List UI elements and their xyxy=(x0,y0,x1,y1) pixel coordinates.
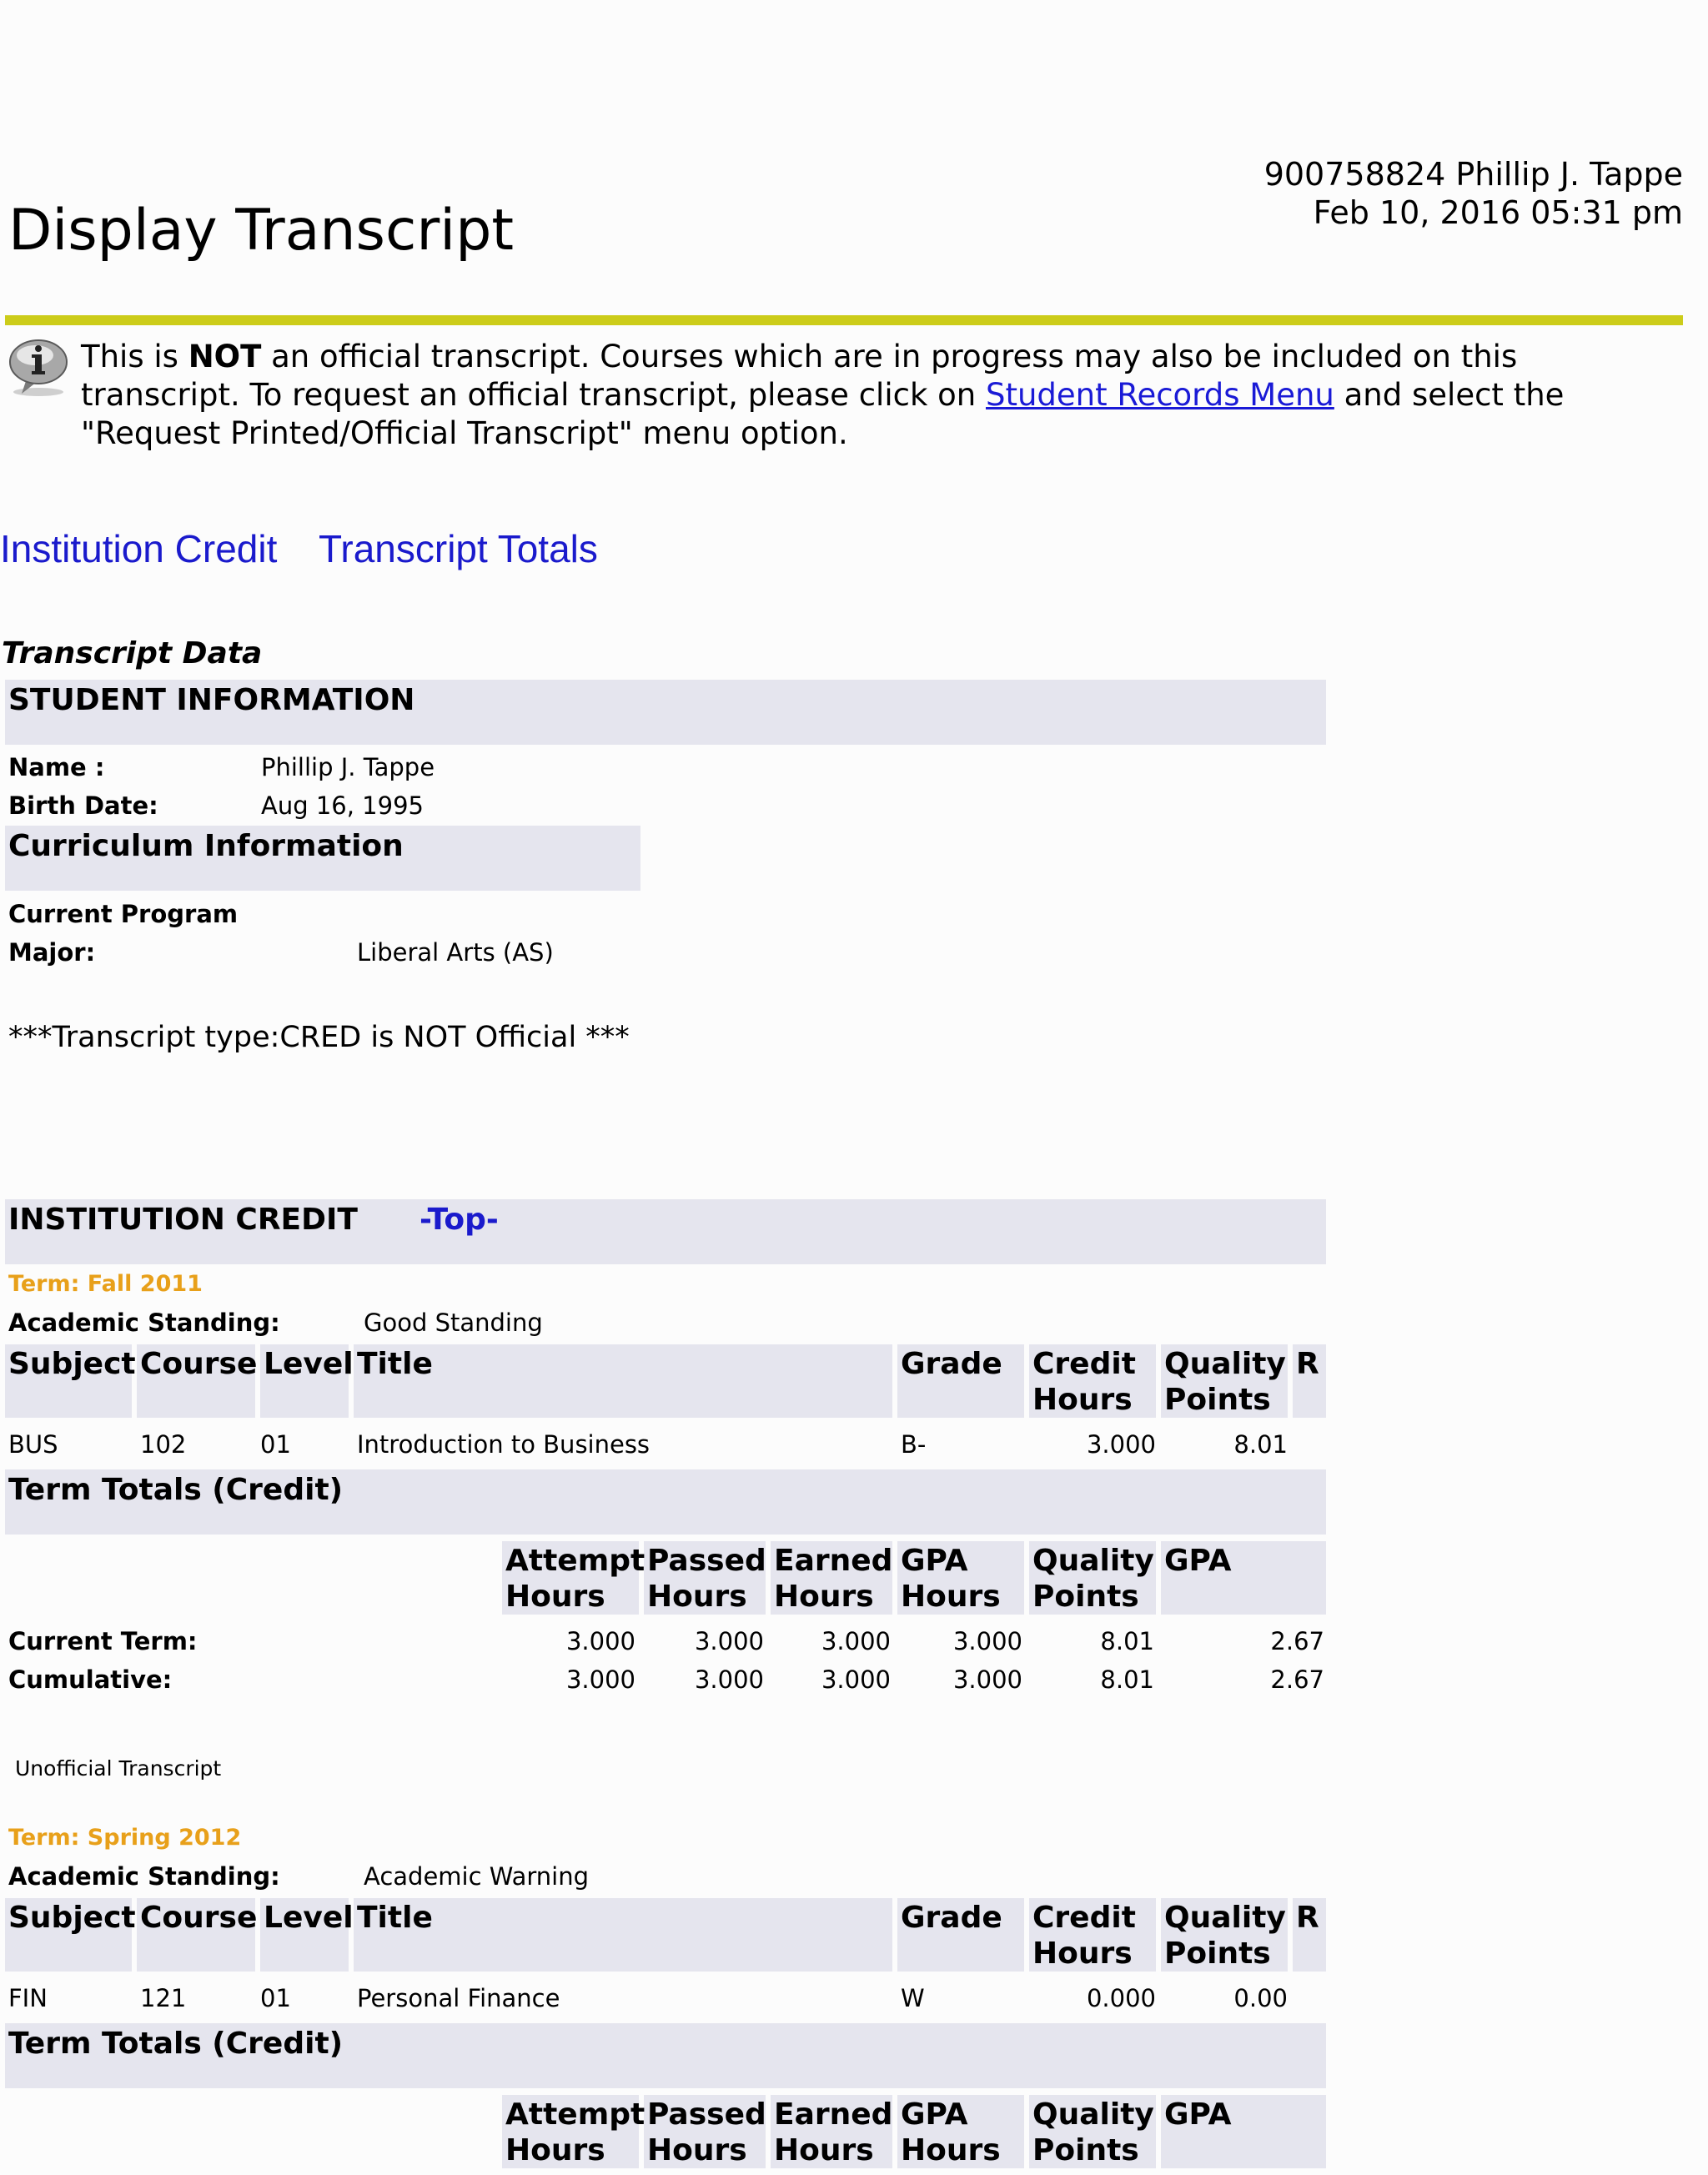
cumulative-quality-points: 8.01 xyxy=(1100,1665,1154,1694)
term-label: Term: Spring 2012 xyxy=(8,1825,242,1851)
unofficial-notice: This is NOT an official transcript. Courses which are in progress may also be included on this transcript. To request an official transcript, please click on Student Records Menu and select the "Request Printed/Official Transcript" menu option. xyxy=(81,339,1565,451)
col-r: R xyxy=(1296,1347,1319,1381)
course-header-cell xyxy=(354,1898,892,1972)
col-grade: Grade xyxy=(901,1901,1002,1935)
col-passed-hours: Passed Hours xyxy=(647,2097,766,2167)
header-divider xyxy=(5,315,1683,325)
cumulative-attempt-hours: 3.000 xyxy=(565,1665,635,1694)
birth-date-value: Aug 16, 1995 xyxy=(261,791,424,820)
unofficial-transcript-note: Unofficial Transcript xyxy=(15,1756,222,1781)
course-quality-points: 8.01 xyxy=(1233,1430,1288,1459)
current-gpa-hours: 3.000 xyxy=(952,1627,1022,1655)
col-r: R xyxy=(1296,1901,1319,1935)
user-info xyxy=(1264,155,1683,232)
student-records-menu-link[interactable]: Student Records Menu xyxy=(985,377,1334,413)
course-grade: W xyxy=(901,1984,925,2012)
term-totals-heading: Term Totals (Credit) xyxy=(8,1473,344,1507)
institution-credit-heading: INSTITUTION CREDIT xyxy=(8,1203,358,1237)
col-quality-points: Quality Points xyxy=(1164,1901,1286,1971)
academic-standing-label: Academic Standing: xyxy=(8,1309,280,1337)
info-icon xyxy=(7,335,70,399)
col-passed-hours: Passed Hours xyxy=(647,1544,766,1614)
cumulative-passed-hours: 3.000 xyxy=(694,1665,764,1694)
col-earned-hours: Earned Hours xyxy=(774,2097,893,2167)
course-header-cell xyxy=(354,1344,892,1418)
current-passed-hours: 3.000 xyxy=(694,1627,764,1655)
course-credit-hours: 0.000 xyxy=(1086,1984,1156,2012)
col-level: Level xyxy=(264,1347,354,1381)
current-datetime: Feb 10, 2016 05:31 pm xyxy=(1313,194,1683,231)
current-term-label: Current Term: xyxy=(8,1627,198,1655)
col-title: Title xyxy=(357,1347,433,1381)
course-number: 121 xyxy=(140,1984,187,2012)
academic-standing-value: Academic Warning xyxy=(364,1862,589,1891)
col-course: Course xyxy=(140,1347,258,1381)
name-label: Name : xyxy=(8,753,105,781)
major-value: Liberal Arts (AS) xyxy=(357,938,554,967)
term-label: Term: Fall 2011 xyxy=(8,1271,203,1297)
col-subject: Subject xyxy=(8,1901,136,1935)
major-label: Major: xyxy=(8,938,96,967)
birth-date-label: Birth Date: xyxy=(8,791,158,820)
current-attempt-hours: 3.000 xyxy=(565,1627,635,1655)
col-earned-hours: Earned Hours xyxy=(774,1544,893,1614)
curriculum-heading: Curriculum Information xyxy=(8,829,404,863)
academic-standing-value: Good Standing xyxy=(364,1309,543,1337)
col-credit-hours: Credit Hours xyxy=(1032,1901,1136,1971)
current-program-label: Current Program xyxy=(8,900,239,928)
top-link[interactable]: -Top- xyxy=(419,1203,499,1237)
course-quality-points: 0.00 xyxy=(1233,1984,1288,2012)
col-grade: Grade xyxy=(901,1347,1002,1381)
col-gpa: GPA xyxy=(1164,2097,1232,2132)
page-title: Display Transcript xyxy=(8,198,515,264)
cumulative-gpa: 2.67 xyxy=(1270,1665,1324,1694)
course-grade: B- xyxy=(901,1430,927,1459)
course-subject: FIN xyxy=(8,1984,48,2012)
user-id-name: 900758824 Phillip J. Tappe xyxy=(1263,156,1683,193)
col-attempt-hours: Attempt Hours xyxy=(505,2097,646,2167)
col-totals-quality-points: Quality Points xyxy=(1032,2097,1154,2167)
col-credit-hours: Credit Hours xyxy=(1032,1347,1136,1417)
col-attempt-hours: Attempt Hours xyxy=(505,1544,646,1614)
col-gpa-hours: GPA Hours xyxy=(901,1544,1001,1614)
course-subject: BUS xyxy=(8,1430,58,1459)
course-title: Personal Finance xyxy=(357,1984,560,2012)
institution-credit-link[interactable]: Institution Credit xyxy=(0,527,278,570)
col-level: Level xyxy=(264,1901,354,1935)
transcript-data-title: Transcript Data xyxy=(2,636,263,671)
col-quality-points: Quality Points xyxy=(1164,1347,1286,1417)
col-gpa: GPA xyxy=(1164,1544,1232,1578)
academic-standing-label: Academic Standing: xyxy=(8,1862,280,1891)
col-totals-quality-points: Quality Points xyxy=(1032,1544,1154,1614)
cumulative-label: Cumulative: xyxy=(8,1665,173,1694)
cumulative-earned-hours: 3.000 xyxy=(821,1665,891,1694)
student-info-heading: STUDENT INFORMATION xyxy=(8,683,415,717)
cumulative-gpa-hours: 3.000 xyxy=(952,1665,1022,1694)
col-course: Course xyxy=(140,1901,258,1935)
transcript-type-note: ***Transcript type:CRED is NOT Official *** xyxy=(8,1021,630,1054)
term-totals-heading: Term Totals (Credit) xyxy=(8,2027,344,2061)
transcript-totals-link[interactable]: Transcript Totals xyxy=(319,527,598,570)
col-title: Title xyxy=(357,1901,433,1935)
notice-not: NOT xyxy=(188,339,262,374)
current-gpa: 2.67 xyxy=(1270,1627,1324,1655)
col-subject: Subject xyxy=(8,1347,136,1381)
course-title: Introduction to Business xyxy=(357,1430,651,1459)
current-quality-points: 8.01 xyxy=(1100,1627,1154,1655)
course-credit-hours: 3.000 xyxy=(1086,1430,1156,1459)
col-gpa-hours: GPA Hours xyxy=(901,2097,1001,2167)
name-value: Phillip J. Tappe xyxy=(261,753,435,781)
current-earned-hours: 3.000 xyxy=(821,1627,891,1655)
course-level: 01 xyxy=(260,1430,291,1459)
course-number: 102 xyxy=(140,1430,187,1459)
course-level: 01 xyxy=(260,1984,291,2012)
